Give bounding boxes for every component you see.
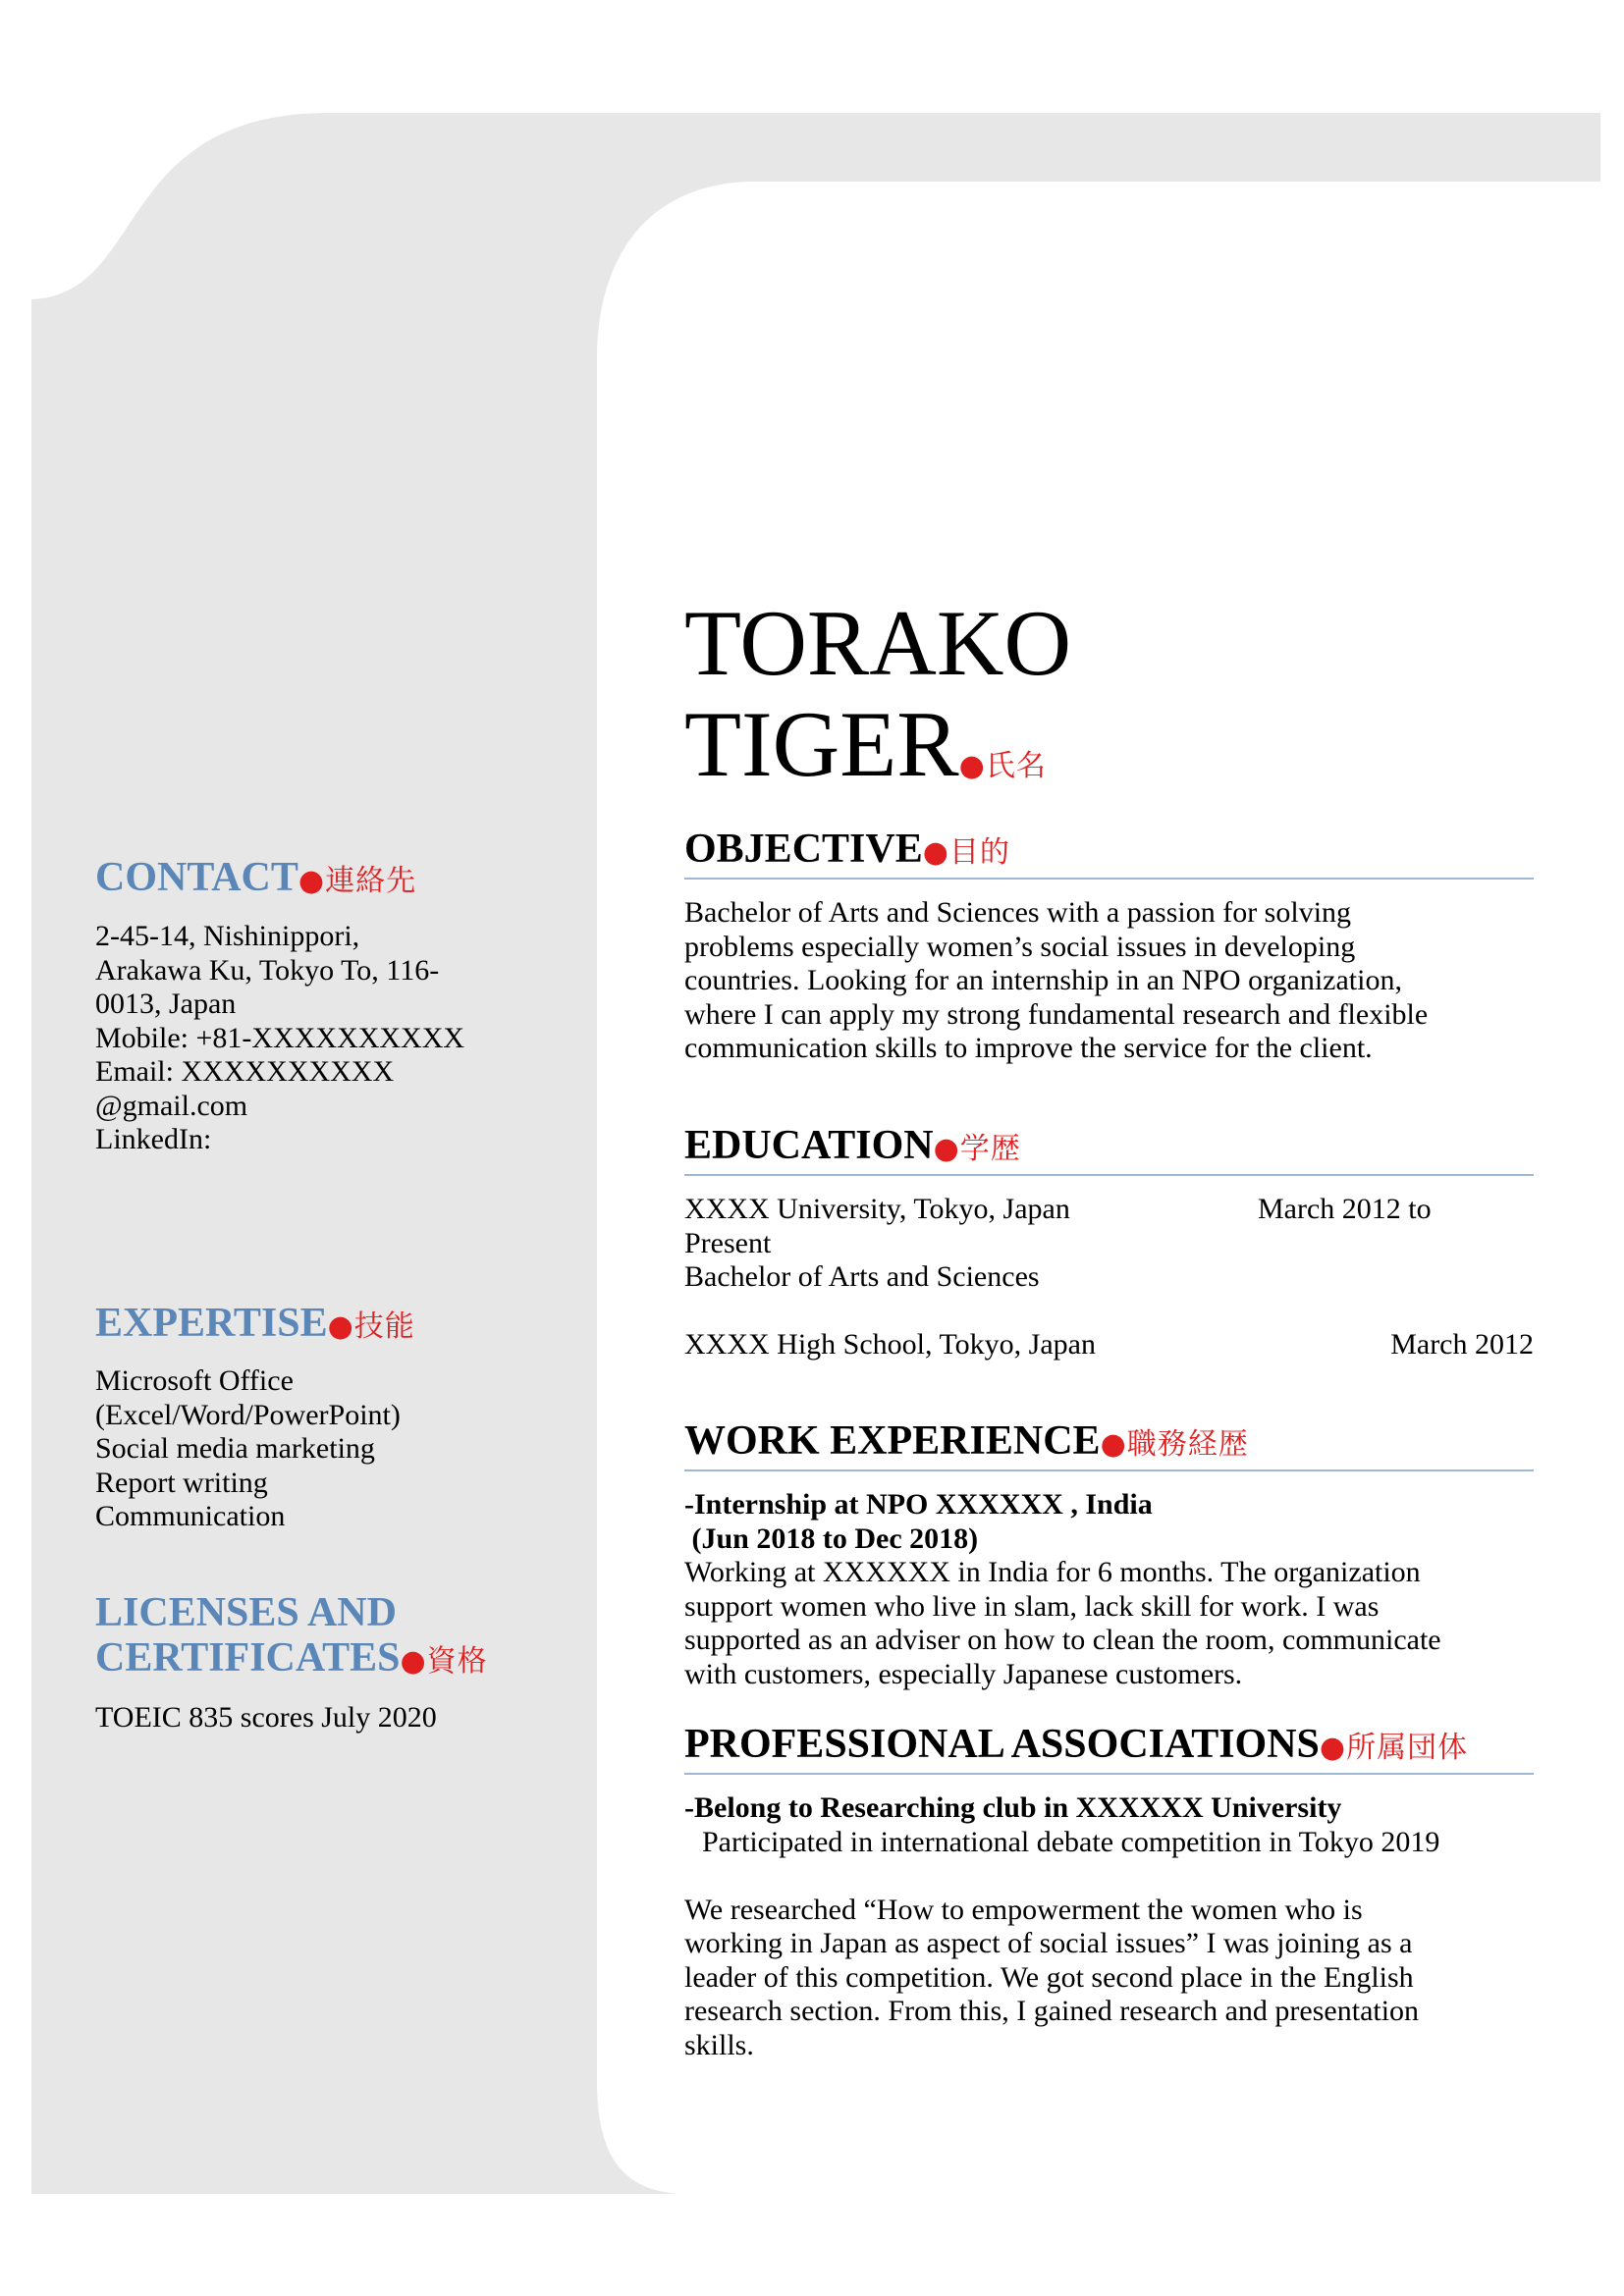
university-date-continued: Present <box>684 1226 772 1259</box>
contact-email-domain: @gmail.com <box>95 1089 248 1122</box>
degree: Bachelor of Arts and Sciences <box>684 1260 1040 1293</box>
education-highschool <box>684 1328 1534 1362</box>
objective-heading <box>684 827 1010 872</box>
work-role: -Internship at NPO XXXXXX , India <box>684 1488 1153 1521</box>
associations-line: leader of this competition. We got second place in the English <box>684 1960 1414 1994</box>
work-jp-label: ●職務経歴 <box>1100 1427 1249 1462</box>
objective-text <box>684 896 1428 1066</box>
work-line: Working at XXXXXX in India for 6 months. The organization <box>684 1556 1421 1588</box>
expertise-jp-label: ●技能 <box>327 1309 415 1344</box>
expertise-item: Social media marketing <box>95 1432 375 1465</box>
education-title: EDUCATION <box>684 1123 934 1168</box>
work-title: WORK EXPERIENCE <box>684 1418 1101 1464</box>
association-participation: Participated in international debate competition in Tokyo 2019 <box>702 1825 1440 1858</box>
associations-jp-label: ●所属団体 <box>1319 1731 1469 1765</box>
license-item: TOEIC 835 scores July 2020 <box>95 1701 437 1734</box>
objective-line: communication skills to improve the service for the client. <box>684 1032 1373 1064</box>
licenses-title-line2 <box>95 1635 488 1684</box>
licenses-jp-label: ●資格 <box>400 1644 488 1679</box>
name-heading <box>684 593 1071 817</box>
expertise-item: Microsoft Office <box>95 1364 294 1397</box>
association-club: -Belong to Researching club in XXXXXX University <box>684 1791 1342 1824</box>
highschool-date: March 2012 <box>1390 1328 1534 1361</box>
work-period: (Jun 2018 to Dec 2018) <box>684 1522 979 1555</box>
associations-details <box>684 1791 1439 2062</box>
work-divider <box>684 1469 1534 1471</box>
associations-description <box>684 1894 1439 2063</box>
contact-heading <box>95 856 416 900</box>
contact-title: CONTACT <box>95 855 298 900</box>
associations-divider <box>684 1773 1534 1775</box>
objective-line: countries. Looking for an internship in an NPO organization, <box>684 964 1402 996</box>
contact-email: Email: XXXXXXXXXX <box>95 1055 395 1088</box>
contact-jp-label: ●連絡先 <box>298 864 417 898</box>
education-jp-label: ●学歴 <box>933 1132 1021 1166</box>
objective-divider <box>684 878 1534 880</box>
contact-address-2: Arakawa Ku, Tokyo To, 116- <box>95 953 440 987</box>
objective-title: OBJECTIVE <box>684 827 923 872</box>
licenses-title-2: CERTIFICATES <box>95 1635 401 1681</box>
licenses-heading <box>95 1590 488 1684</box>
university-date: March 2012 to <box>1258 1193 1432 1225</box>
licenses-title-1: LICENSES AND <box>95 1590 397 1635</box>
expertise-item: (Excel/Word/PowerPoint) <box>95 1398 401 1431</box>
associations-line: working in Japan as aspect of social issues” I was joining as a <box>684 1927 1413 1959</box>
associations-heading <box>684 1722 1468 1767</box>
last-name-line <box>684 694 1071 817</box>
work-line: with customers, especially Japanese customers. <box>684 1657 1243 1690</box>
contact-address-1: 2-45-14, Nishinippori, <box>95 920 360 952</box>
expertise-title: EXPERTISE <box>95 1301 328 1346</box>
expertise-item: Report writing <box>95 1466 268 1499</box>
highschool-name: XXXX High School, Tokyo, Japan <box>684 1328 1096 1361</box>
education-heading <box>684 1123 1021 1168</box>
associations-line: research section. From this, I gained research and presentation <box>684 1995 1420 2027</box>
name-jp-label: ●氏名 <box>958 749 1047 783</box>
associations-line: We researched “How to empowerment the women who is <box>684 1893 1363 1926</box>
work-details <box>684 1488 1441 1691</box>
objective-line: problems especially women’s social issues in developing <box>684 930 1356 963</box>
objective-line: Bachelor of Arts and Sciences with a passion for solving <box>684 896 1352 929</box>
work-line: support women who live in slam, lack skill for work. I was <box>684 1589 1380 1623</box>
expertise-item: Communication <box>95 1500 286 1532</box>
work-heading <box>684 1418 1249 1464</box>
objective-line: where I can apply my strong fundamental research and flexible <box>684 997 1429 1031</box>
expertise-list <box>95 1364 401 1534</box>
expertise-heading <box>95 1302 415 1346</box>
licenses-list <box>95 1701 437 1735</box>
last-name: TIGER <box>684 692 959 796</box>
contact-mobile: Mobile: +81-XXXXXXXXXX <box>95 1021 465 1054</box>
contact-linkedin: LinkedIn: <box>95 1123 212 1155</box>
work-line: supported as an adviser on how to clean the room, communicate <box>684 1624 1441 1656</box>
university-name: XXXX University, Tokyo, Japan <box>684 1193 1070 1225</box>
education-university <box>684 1193 1534 1295</box>
associations-line: skills. <box>684 2028 754 2061</box>
associations-title: PROFESSIONAL ASSOCIATIONS <box>684 1722 1320 1767</box>
work-description <box>684 1556 1441 1691</box>
contact-address-3: 0013, Japan <box>95 988 237 1020</box>
objective-jp-label: ●目的 <box>922 835 1010 870</box>
first-name: TORAKO <box>684 591 1072 695</box>
education-divider <box>684 1174 1534 1176</box>
contact-details <box>95 920 464 1157</box>
